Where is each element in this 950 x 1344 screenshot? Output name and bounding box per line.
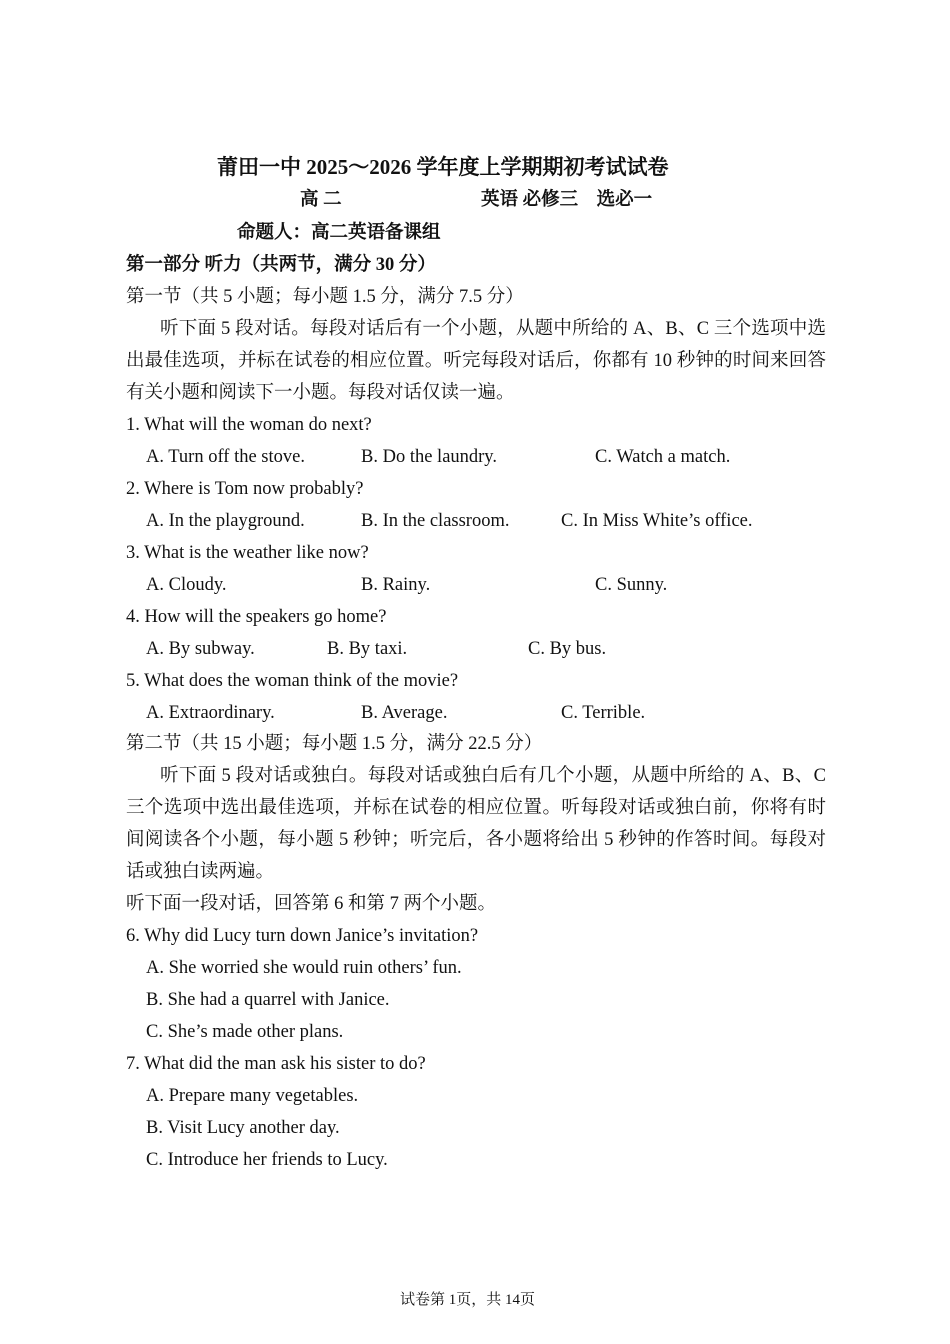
part1-heading: 第一部分 听力（共两节，满分 30 分） [126,255,436,275]
option-c: C. Sunny. [595,575,668,595]
option-a: A. In the playground. [146,511,305,531]
exam-title: 莆田一中 2025～2026 学年度上学期期初考试试卷 [217,155,669,179]
dialog-intro: 听下面一段对话，回答第 6 和第 7 两个小题。 [126,894,497,914]
question-stem: 5. What does the woman think of the movie? [126,671,459,691]
option-a: A. Cloudy. [146,575,227,595]
question-stem: 3. What is the weather like now? [126,543,369,563]
option-a: A. By subway. [146,639,255,659]
section1-instructions: 听下面 5 段对话。每段对话后有一个小题，从题中所给的 A、B、C 三个选项中选出最佳选项，并标在试卷的相应位置。听完每段对话后，你都有 10 秒钟的时间来回答有关小题和阅读下一小题。每段对话仅读一遍。 [126,319,826,403]
option-c: C. Introduce her friends to Lucy. [146,1150,388,1170]
section2-instructions: 听下面 5 段对话或独白。每段对话或独白后有几个小题，从题中所给的 A、B、C 三个选项中选出最佳选项，并标在试卷的相应位置。听每段对话或独白前，你将有时间阅读各个小题，每小题 5 秒钟；听完后，各小题将给出 5 秒钟的作答时间。每段对话或独白读两遍。 [126,766,826,882]
option-a: A. She worried she would ruin others’ fun. [146,958,462,978]
grade-label: 高 二 [300,190,342,210]
section1-heading: 第一节（共 5 小题；每小题 1.5 分，满分 7.5 分） [126,287,524,307]
page-footer: 试卷第 1页，共 14页 [400,1292,536,1308]
option-c: C. She’s made other plans. [146,1022,344,1042]
option-a: A. Turn off the stove. [146,447,305,467]
option-b: B. By taxi. [327,639,408,659]
option-b: B. Visit Lucy another day. [146,1118,340,1138]
subject-label: 英语 必修三 选必一 [481,190,653,210]
question-stem: 2. Where is Tom now probably? [126,479,364,499]
option-c: C. Watch a match. [595,447,731,467]
question-stem: 4. How will the speakers go home? [126,607,387,627]
option-a: A. Prepare many vegetables. [146,1086,359,1106]
option-b: B. Rainy. [361,575,431,595]
option-b: B. She had a quarrel with Janice. [146,990,390,1010]
option-c: C. Terrible. [561,703,646,723]
question-stem: 6. Why did Lucy turn down Janice’s invitation? [126,926,479,946]
section2-heading: 第二节（共 15 小题；每小题 1.5 分，满分 22.5 分） [126,734,543,754]
option-a: A. Extraordinary. [146,703,275,723]
question-stem: 1. What will the woman do next? [126,415,372,435]
option-b: B. Average. [361,703,448,723]
author-label: 命题人：高二英语备课组 [237,223,441,243]
question-stem: 7. What did the man ask his sister to do? [126,1054,426,1074]
option-b: B. In the classroom. [361,511,510,531]
option-c: C. By bus. [528,639,607,659]
option-c: C. In Miss White’s office. [561,511,753,531]
option-b: B. Do the laundry. [361,447,497,467]
